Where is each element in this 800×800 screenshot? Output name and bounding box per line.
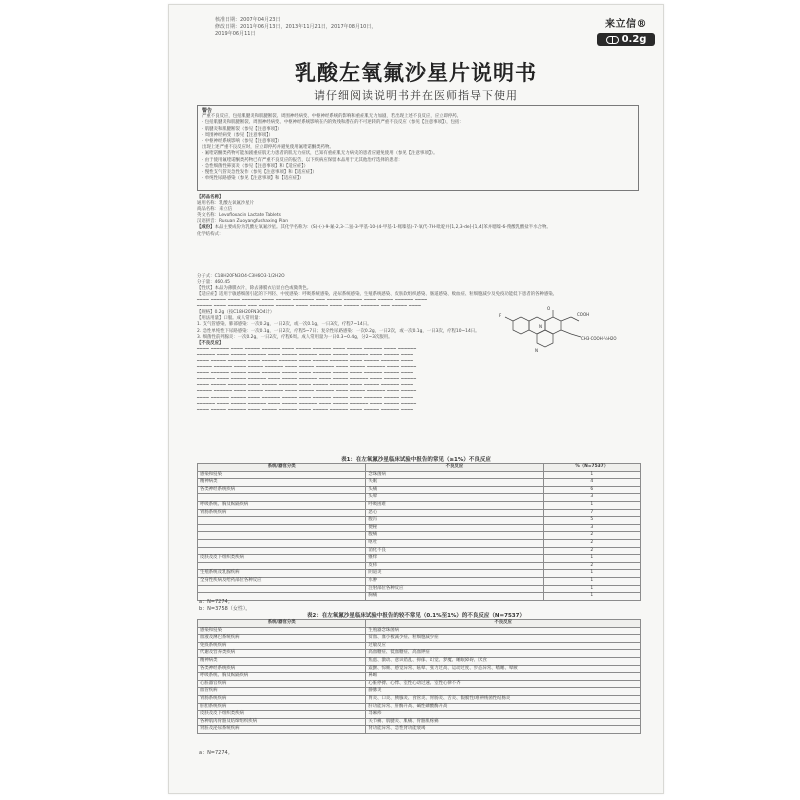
pinyin-name: 汉语拼音：Rusuan Zuoyangfushaxing Pian: [197, 219, 288, 225]
structure-label: 化学结构式：: [197, 231, 224, 237]
table-cell: 1: [543, 593, 640, 601]
table-header-cell: %（N=7537）: [543, 464, 640, 472]
text-line-placeholder: ━━━━━ ━━━━ ━━━━━━ ━━━ ━━━━━ ━━━━━━ ━━━━ ━━━━━━ ━━━━ ━━━━━ ━━━━━━ ━━━ ━━━━━ ━━━━: [197, 304, 422, 310]
svg-text:CH3·COOH·½H2O: CH3·COOH·½H2O: [581, 336, 617, 341]
revision-line: 核准日期：2007年04月23日: [215, 17, 281, 23]
table-row: [198, 532, 641, 540]
table-row: [198, 657, 641, 665]
table-row: [198, 688, 641, 696]
table-cell: 恶心: [366, 509, 543, 517]
text-line-placeholder: ━━━━ ━━━━━━ ━━━━━ ━━━━ ━━━━━━ ━━━━━ ━━━━ ━━━━━━ ━━━━━ ━━━━ ━━━━━━ ━━━━━ ━━━━: [197, 371, 414, 377]
table-cell: 代谢及营养类疾病: [198, 650, 366, 658]
warning-line: · 氟喹诺酮类药物可能加剧重症肌无力患者的肌无力症状，已知有重症肌无力病史的患者应避免使用（参见【注意事项】）。: [202, 151, 438, 157]
table-cell: 1: [543, 501, 640, 509]
svg-text:N: N: [539, 324, 542, 329]
table-cell: [198, 547, 366, 555]
table-cell: 2: [543, 547, 640, 555]
table-cell: 肾功能异常、急性肾功能衰竭: [366, 726, 641, 734]
revision-line: 2019年06月11日: [215, 31, 256, 37]
table-cell: 焦虑、激动、意识错乱、抑郁、幻觉、梦魇、睡眠障碍、厌食: [366, 657, 641, 665]
table-header-cell: 不良反应: [366, 464, 543, 472]
table-header-cell: 系统/器官分类: [198, 620, 366, 628]
warning-sub-item: · 慢性支气管炎急性发作（参见【注意事项】和【适应症】）: [202, 170, 317, 176]
table-cell: 心脏器官疾病: [198, 680, 366, 688]
revision-dates: [215, 17, 415, 38]
table-cell: 贫血、血小板减少症、粒细胞减少症: [366, 635, 641, 643]
table-cell: 胸痛: [366, 593, 543, 601]
section-paragraph: 【用法用量】口服。成人常用量：: [197, 316, 263, 322]
table-cell: 4: [543, 479, 640, 487]
brand-block: [597, 15, 655, 46]
table-cell: 阴道炎: [366, 570, 543, 578]
capsule-icon: [606, 36, 619, 44]
table-cell: 消化不良: [366, 547, 543, 555]
composition-body: 本品主要成份为乳酸左氧氟沙星。其化学名称为：(S)-(-)-9-氟-2,3-二氢-3-甲基-10-(4-甲基-1-哌嗪基)-7-氧代-7H-吡啶并[1,2,3-de]-[1,4]苯并噁嗪-6-羧酸乳酸盐半水合物。: [214, 225, 551, 231]
text-line-placeholder: ━━━━ ━━━━━━ ━━━━━ ━━━━ ━━━━━━ ━━━━━ ━━━━ ━━━━━━ ━━━━━ ━━━━ ━━━━━━ ━━━━━ ━━━━: [197, 395, 414, 401]
table-cell: 免疫系统疾病: [198, 642, 366, 650]
table-cell: 关节痛、肌腱炎、肌痛、骨骼肌疼痛: [366, 718, 641, 726]
warning-heading: 警告: [202, 108, 213, 114]
table-cell: 1: [543, 555, 640, 563]
table-cell: 1: [543, 570, 640, 578]
revision-line: 修改日期：2011年06月13日，2013年11月21日，2017年08月10日，: [215, 24, 377, 30]
table-cell: 2: [543, 539, 640, 547]
table-cell: 心脏停搏、心悸、室性心动过速、室性心律不齐: [366, 680, 641, 688]
table-row: [198, 703, 641, 711]
table-cell: 5: [543, 517, 640, 525]
text-line-placeholder: ━━━━ ━━━━━━ ━━━━ ━━━━━ ━━━━━━ ━━━━ ━━━━━ ━━━━━━ ━━━━ ━━━━━ ━━━━━━ ━━━━ ━━━━━━: [197, 346, 417, 352]
table-row: [198, 509, 641, 517]
table-row: [198, 577, 641, 585]
dosage-line: 2. 急性单纯性下尿路感染：一次0.1g，一日2次，疗程5~7日；复杂性尿路感染：一次0.2g，一日2次，或一次0.1g，一日3次，疗程10~14日。: [197, 328, 480, 334]
table-row: [198, 517, 641, 525]
composition-heading: 【成份】: [197, 225, 215, 231]
table-cell: 水肿: [366, 577, 543, 585]
table-cell: 呼吸系统、胸及纵隔疾病: [198, 501, 366, 509]
warning-box: [197, 105, 639, 191]
table-cell: [198, 562, 366, 570]
table-cell: 瘙痒: [366, 555, 543, 563]
table-cell: 腹泻: [366, 517, 543, 525]
table-cell: 念珠菌病: [366, 471, 543, 479]
table-cell: 2: [543, 562, 640, 570]
dosage-line: 1. 支气管感染、肺部感染：一次0.2g，一日2次，或一次0.1g，一日3次，疗程7~14日。: [197, 322, 372, 328]
warning-line: · 中枢神经系统影响（参见【注意事项】）: [202, 139, 282, 145]
table-row: [198, 501, 641, 509]
table-row: [198, 547, 641, 555]
table-row: [198, 593, 641, 601]
table-cell: 生殖器念珠菌病: [366, 627, 641, 635]
table-cell: 呼吸系统、胸及纵隔疾病: [198, 673, 366, 681]
table-cell: 胃炎、口炎、胰腺炎、食管炎、胃肠炎、舌炎、假膜性/难辨梭菌性结肠炎: [366, 695, 641, 703]
table-cell: 全身性疾病及给药部位各种反应: [198, 577, 366, 585]
svg-text:N: N: [535, 348, 538, 353]
table-row: [198, 486, 641, 494]
warning-line: 严重不良反应，包括肌腱炎和肌腱断裂、周围神经病变、中枢神经系统的影响和重症肌无力加剧，若出现上述不良反应，应立即停药。: [202, 114, 462, 120]
table1-note: a：N=7274。: [199, 599, 233, 605]
svg-text:F: F: [499, 313, 502, 318]
document-subtitle: 请仔细阅读说明书并在医师指导下使用: [314, 89, 518, 102]
dosage-line: 3. 细菌性前列腺炎：一次0.2g，一日2次，疗程6周。成人常用量为一日0.3~0.4g，分2~3次服用。: [197, 334, 393, 340]
brand-logo: 来立信®: [605, 19, 647, 30]
table-row: [198, 555, 641, 563]
adverse-reactions-heading: 【不良反应】: [197, 340, 224, 346]
table2-note: a：N=7274。: [199, 750, 233, 756]
table-header-row: [198, 464, 641, 472]
table-cell: 注射部位各种反应: [366, 585, 543, 593]
warning-line: · 由于使用氟喹诺酮类药物已有严重不良反应的报告，以下疾病应保留本品用于无其他治疗选择的患者：: [202, 157, 403, 163]
warning-line: · 周围神经病变（参见【注意事项】）: [202, 132, 273, 138]
table-cell: 呕吐: [366, 539, 543, 547]
table-row: [198, 673, 641, 681]
warning-sub-item: · 单纯性尿路感染（参见【注意事项】和【适应症】）: [202, 176, 304, 182]
text-line-placeholder: ━━━━━ ━━━━━━ ━━━━ ━━━━━ ━━━━━━ ━━━━ ━━━━━ ━━━━━━ ━━━━ ━━━━━ ━━━━━━ ━━━━ ━━━━━: [197, 365, 417, 371]
table-row: [198, 718, 641, 726]
svg-text:O: O: [547, 306, 551, 311]
table-cell: 腹痛: [366, 532, 543, 540]
table-cell: 胃肠系统疾病: [198, 509, 366, 517]
table-row: [198, 479, 641, 487]
table-cell: 胃肠系统疾病: [198, 695, 366, 703]
table-row: [198, 711, 641, 719]
table-cell: [198, 517, 366, 525]
warning-line: · 肌腱炎和肌腱断裂（参见【注意事项】）: [202, 126, 282, 132]
structure-spacer: [197, 238, 641, 274]
dose-label: 0.2g: [621, 34, 647, 45]
table-cell: 鼻衄: [366, 673, 641, 681]
table-row: [198, 695, 641, 703]
document-title: 乳酸左氧氟沙星片说明书: [295, 61, 537, 85]
table-header-cell: 不良反应: [366, 620, 641, 628]
table-cell: 各种肌肉骨骼及结缔组织疾病: [198, 718, 366, 726]
table-row: [198, 585, 641, 593]
table-cell: 震颤、惊厥、感觉异常、眩晕、张力过高、运动过度、步态异常、嗜睡、晕厥: [366, 665, 641, 673]
table-cell: [198, 532, 366, 540]
dose-badge: [597, 33, 655, 46]
table-row: [198, 494, 641, 502]
text-line-placeholder: ━━━━━━ ━━━━ ━━━━━ ━━━━━━ ━━━━ ━━━━━ ━━━━━━ ━━━━ ━━━━━ ━━━━━━ ━━━━ ━━━━━ ━━━━━: [197, 377, 417, 383]
table-cell: 7: [543, 509, 640, 517]
table-row: [198, 642, 641, 650]
package-insert-sheet: [168, 4, 664, 794]
generic-name: 通用名称：乳酸左氧氟沙星片: [197, 201, 255, 207]
table-cell: 静脉炎: [366, 688, 641, 696]
table-header-cell: 系统/器官分类: [198, 464, 366, 472]
table-cell: 皮疹: [366, 562, 543, 570]
table-row: [198, 570, 641, 578]
table-cell: 失眠: [366, 479, 543, 487]
table-row: [198, 650, 641, 658]
table-cell: 荨麻疹: [366, 711, 641, 719]
table-cell: 1: [543, 471, 640, 479]
warning-line: · 包括肌腱炎和肌腱断裂、周围神经病变、中枢神经系统影响在内的致残和潜在的不可逆转的严重不良反应（参见【注意事项】），包括：: [202, 120, 464, 126]
table-cell: 血液及淋巴系统疾病: [198, 635, 366, 643]
chemical-structure-diagram: [495, 306, 617, 353]
warning-line: 出现上述严重不良反应时，应立即停药并避免使用氟喹诺酮类药物。: [202, 145, 334, 151]
table-row: [198, 680, 641, 688]
section-paragraph: 【适应症】适用于敏感细菌引起的下列轻、中度感染：呼吸系统感染、泌尿系统感染、生殖系统感染、皮肤软组织感染、肠道感染、败血症、粒细胞减少及免疫功能低下患者的各种感染。: [197, 291, 558, 297]
insert-body: [197, 195, 641, 414]
table-cell: 高血糖症、低血糖症、高血钾症: [366, 650, 641, 658]
table-cell: 精神病类: [198, 657, 366, 665]
table-cell: [198, 524, 366, 532]
warning-sub-item: · 急性细菌性鼻窦炎（参见【注意事项】和【适应症】）: [202, 163, 308, 169]
table-cell: 皮肤及皮下组织类疾病: [198, 711, 366, 719]
english-name: 英文名称：Levofloxacin Lactate Tablets: [197, 213, 281, 219]
table-row: [198, 627, 641, 635]
table-cell: 精神病类: [198, 479, 366, 487]
table-cell: [198, 494, 366, 502]
molecular-formula: 分子式：C18H20FN3O4·C3H6O3·1/2H2O: [197, 273, 285, 279]
drug-name-heading: 【药品名称】: [197, 195, 224, 200]
text-line-placeholder: ━━━━ ━━━━━ ━━━━ ━━━━━━ ━━━━ ━━━━━ ━━━━━━━ ━━━ ━━━━━ ━━━━━━ ━━━━ ━━━━━ ━━━━━━ ━━━━: [197, 298, 428, 304]
section-paragraph: 【规格】0.2g（按C18H20FN3O4计）: [197, 310, 275, 316]
table-cell: 各类神经系统疾病: [198, 486, 366, 494]
table-cell: 感染和侵染: [198, 627, 366, 635]
text-line-placeholder: ━━━━ ━━━━━ ━━━━━━ ━━━━ ━━━━━ ━━━━━━ ━━━━ ━━━━━ ━━━━━━ ━━━━ ━━━━━ ━━━━━━ ━━━━: [197, 383, 414, 389]
table-row: [198, 665, 641, 673]
table-row: [198, 726, 641, 734]
table-cell: 肾脏及泌尿系统疾病: [198, 726, 366, 734]
table-row: [198, 524, 641, 532]
table-row: [198, 471, 641, 479]
text-line-placeholder: ━━━━ ━━━━━ ━━━━━━ ━━━━ ━━━━━ ━━━━━━ ━━━━ ━━━━━ ━━━━━━ ━━━━ ━━━━━ ━━━━━━ ━━━━: [197, 358, 414, 364]
table-cell: 生殖系统及乳腺疾病: [198, 570, 366, 578]
common-adverse-reactions-table: [197, 463, 641, 601]
text-line-placeholder: ━━━━━ ━━━━━━ ━━━━ ━━━━━ ━━━━━━ ━━━━ ━━━━━ ━━━━━━ ━━━━ ━━━━━ ━━━━━━ ━━━━ ━━━━━: [197, 389, 417, 395]
table-cell: 血管疾病: [198, 688, 366, 696]
table-header-row: [198, 620, 641, 628]
table-row: [198, 539, 641, 547]
table-cell: 肝功能异常、肝酶升高、碱性磷酸酶升高: [366, 703, 641, 711]
table-cell: 1: [543, 577, 640, 585]
trade-name: 商品名称：来立信: [197, 207, 233, 213]
table-row: [198, 635, 641, 643]
table-cell: 呼吸困难: [366, 501, 543, 509]
less-common-adverse-reactions-table: [197, 619, 641, 734]
table1-note: b：N=3758（女性）。: [199, 606, 251, 612]
table-cell: 1: [543, 585, 640, 593]
table-cell: 头晕: [366, 494, 543, 502]
text-line-placeholder: ━━━━━━ ━━━━ ━━━━━ ━━━━━━ ━━━━ ━━━━━ ━━━━━━ ━━━━ ━━━━━ ━━━━━━ ━━━━ ━━━━━ ━━━━━: [197, 401, 417, 407]
table-cell: 肝胆系统疾病: [198, 703, 366, 711]
table-cell: 便秘: [366, 524, 543, 532]
table-cell: [198, 539, 366, 547]
table-cell: 3: [543, 524, 640, 532]
table-cell: 头痛: [366, 486, 543, 494]
table-cell: 2: [543, 532, 640, 540]
text-line-placeholder: ━━━━━━ ━━━━ ━━━━━ ━━━━━━ ━━━━ ━━━━━ ━━━━━━ ━━━━ ━━━━━ ━━━━━━ ━━━━ ━━━━━ ━━━━: [197, 352, 414, 358]
text-line-placeholder: ━━━━ ━━━━━ ━━━━━━ ━━━━ ━━━━━ ━━━━━━ ━━━━ ━━━━━ ━━━━━━ ━━━━ ━━━━━ ━━━━━━ ━━━━: [197, 407, 414, 413]
table2-title: 表2：在左氧氟沙星临床试验中报告的较不常见（0.1%至1%）的不良反应（N=7537）: [307, 613, 525, 619]
table-cell: [198, 585, 366, 593]
svg-text:COOH: COOH: [577, 312, 590, 317]
table-cell: 各类神经系统疾病: [198, 665, 366, 673]
table-cell: 6: [543, 486, 640, 494]
molecular-weight: 分子量：460.45: [197, 279, 230, 285]
table-row: [198, 562, 641, 570]
table-cell: 感染和侵染: [198, 471, 366, 479]
table1-title: 表1：在左氧氟沙星临床试验中报告的常见（≥1%）不良反应: [341, 457, 491, 463]
section-paragraph: 【性状】本品为薄膜衣片，除去薄膜衣后显白色或微黄色。: [197, 285, 312, 291]
table-cell: 过敏反应: [366, 642, 641, 650]
table-cell: 3: [543, 494, 640, 502]
table-cell: 皮肤及皮下组织类疾病: [198, 555, 366, 563]
